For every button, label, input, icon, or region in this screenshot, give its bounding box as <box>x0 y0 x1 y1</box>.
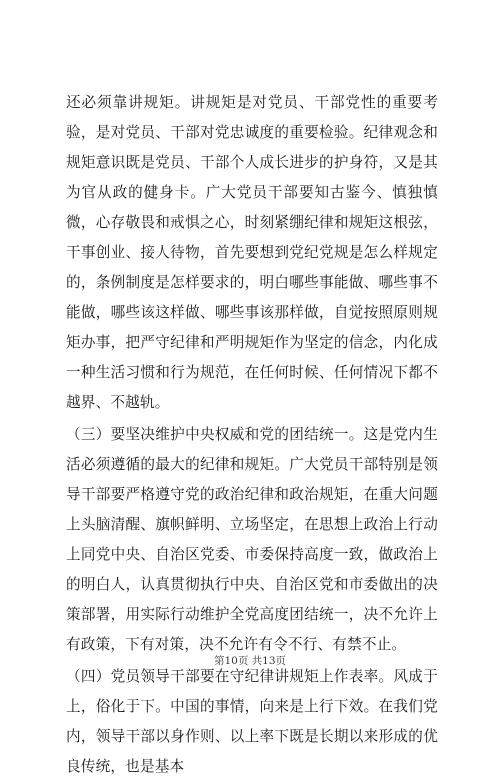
paragraph-2: （三）要坚决维护中央权威和党的团结统一。这是党内生活必须遵循的最大的纪律和规矩。广大党员干部特别是领导干部要严格遵守党的政治纪律和政治规矩，在重大问题上头脑清醒、旗帜鲜明、立场坚定，在思想上政治上行动上同党中央、自治区党委、市委保持高度一致，做政治上的明白人，认真贯彻执行中央、自治区党和市委做出的决策部署，用实际行动维护全党高度团结统一，决不允许上有政策，下有对策，决不允许有令不行、有禁不止。 <box>66 426 438 653</box>
document-body <box>66 88 438 782</box>
paragraph-3: （四）党员领导干部要在守纪律讲规矩上作表率。风成于上，俗化于下。中国的事情，向来是上行下效。在我们党内，领导干部以身作则、以上率下既是长期以来形成的优良传统，也是基本 <box>66 668 438 775</box>
page-number-footer: 第10页 共13页 <box>213 655 287 667</box>
paragraph-1: 还必须靠讲规矩。讲规矩是对党员、干部党性的重要考验，是对党员、干部对党忠诚度的重要检验。纪律观念和规矩意识既是党员、干部个人成长进步的护身符，又是其为官从政的健身卡。广大党员干部要知古鉴今、慎独慎微，心存敬畏和戒惧之心，时刻紧绷纪律和规矩这根弦，干事创业、接人待物，首先要想到党纪党规是怎么样规定的，条例制度是怎样要求的，明白哪些事能做、哪些事不能做，哪些该这样做、哪些事该那样做，自觉按照原则规矩办事，把严守纪律和严明规矩作为坚定的信念，内化成一种生活习惯和行为规范，在任何时候、任何情况下都不越界、不越轨。 <box>66 94 438 411</box>
